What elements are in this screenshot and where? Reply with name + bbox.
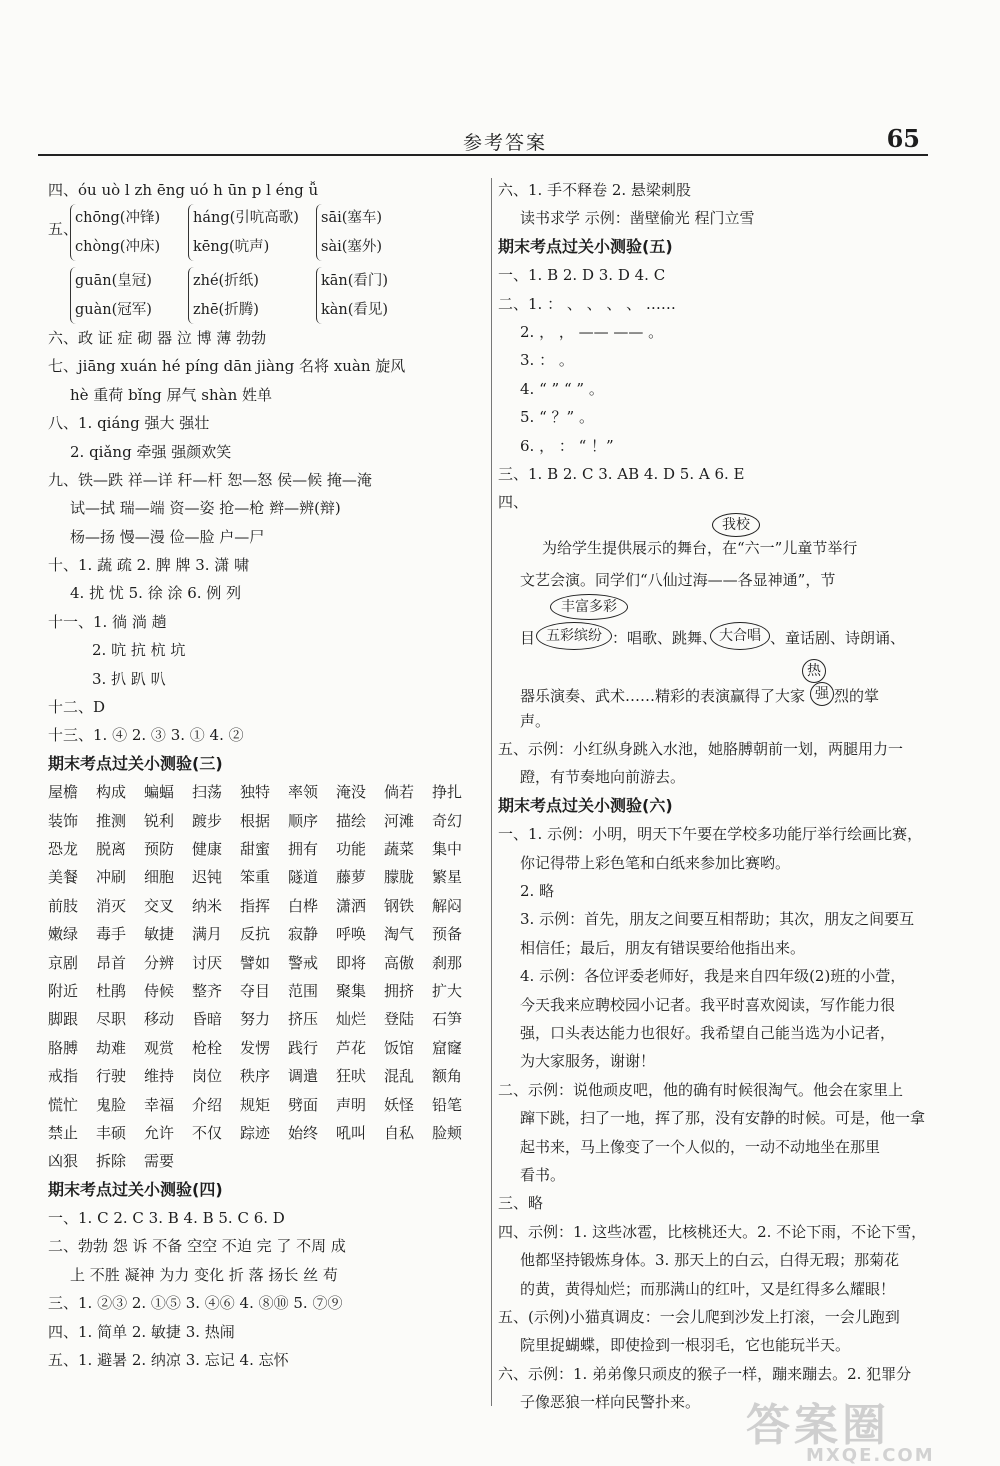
answer-line: 4. “ ” “ ” 。 <box>520 379 604 398</box>
answer-line: 他都坚持锻炼身体。3. 那天上的白云，白得无瑕；那菊花 <box>520 1251 900 1270</box>
vocab-word: 朦胧 <box>384 868 415 887</box>
vocab-word: 描绘 <box>336 811 367 830</box>
vocab-word: 反抗 <box>240 925 271 944</box>
vocab-word: 功能 <box>336 839 367 858</box>
vocab-word: 范围 <box>288 981 319 1000</box>
vocab-word: 敏捷 <box>144 925 175 944</box>
answer-line: 试—拭 瑞—端 资—姿 抢—枪 辫—辨(辩) <box>70 499 341 518</box>
vocab-word: 规矩 <box>240 1095 271 1114</box>
answer-line: 2. 吭 抗 杭 坑 <box>92 641 186 660</box>
vocab-word: 整齐 <box>192 981 223 1000</box>
answer-line: 4. 扰 忧 5. 徐 涂 6. 例 列 <box>70 584 242 603</box>
answer-line: 四、1. 简单 2. 敏捷 3. 热闹 <box>48 1322 235 1341</box>
answer-line: 3. ： 。 <box>520 351 574 370</box>
vocab-word: 毒手 <box>96 925 127 944</box>
vocab-word: 混乱 <box>384 1067 415 1086</box>
answer-line: hè 重荷 bǐng 屏气 shàn 姓单 <box>70 385 273 404</box>
pinyin-item: zhé(折纸) <box>193 273 259 290</box>
vocab-word: 迟钝 <box>192 868 223 887</box>
answer-line: 声。 <box>520 711 551 730</box>
bracket-group <box>316 267 434 324</box>
answer-line: 四、óu uò l zh ēng uó h ūn p l éng ǚ <box>48 181 319 199</box>
answer-line: 三、1. B 2. C 3. AB 4. D 5. A 6. E <box>498 464 745 483</box>
vocab-word: 聚集 <box>336 981 367 1000</box>
vocab-word: 前肢 <box>48 896 79 915</box>
vocab-word: 甜蜜 <box>240 839 271 858</box>
insertion-bubble: 热 <box>802 659 826 683</box>
vocab-word: 即将 <box>336 953 367 972</box>
vocab-word: 独特 <box>240 783 271 802</box>
bracket-group <box>188 204 316 261</box>
vocab-word: 奇幻 <box>432 811 463 830</box>
right-column <box>498 176 927 1416</box>
vocab-word: 维持 <box>144 1067 175 1086</box>
insertion-bubble: 我校 <box>712 513 760 537</box>
pinyin-item: kēng(吭声) <box>193 238 270 255</box>
answer-line: 6. ， ： “ ！” <box>520 436 614 455</box>
vocab-word: 移动 <box>144 1010 175 1029</box>
vocab-word: 顺序 <box>288 811 319 830</box>
vocab-word: 潇洒 <box>336 896 367 915</box>
vocab-word: 岗位 <box>192 1067 223 1086</box>
pinyin-item: sāi(塞车) <box>321 210 383 227</box>
vocab-word: 河滩 <box>384 811 415 830</box>
vocab-word: 挤压 <box>288 1010 319 1029</box>
answer-line: 2. ， ， —— —— 。 <box>520 322 664 341</box>
vocab-word: 淹没 <box>336 783 367 802</box>
vocab-word: 观赏 <box>144 1038 175 1057</box>
vocab-word: 藤萝 <box>336 868 367 887</box>
vocab-word: 夺目 <box>240 981 271 1000</box>
vocab-word: 恐龙 <box>48 839 79 858</box>
answer-line: 六、政 证 症 砌 器 泣 博 薄 勃勃 <box>48 328 267 347</box>
answer-line: 起书来，马上像变了一个人似的，一动不动地坐在那里 <box>520 1137 881 1156</box>
vocab-word: 行驶 <box>96 1067 127 1086</box>
vocab-word: 刹那 <box>432 953 463 972</box>
vocab-word: 脚跟 <box>48 1010 79 1029</box>
vocab-word: 隧道 <box>288 868 319 887</box>
vocab-word: 额角 <box>432 1067 463 1086</box>
vocab-word: 鬼脸 <box>96 1095 127 1114</box>
section-title: 期末考点过关小测验(四) <box>48 1179 223 1199</box>
pinyin-item: kàn(看见) <box>321 301 389 318</box>
answer-line: 读书求学 示例：凿壁偷光 程门立雪 <box>520 209 755 228</box>
diagram-text: 烈的掌 <box>834 686 880 705</box>
answer-line: 看书。 <box>520 1165 566 1184</box>
vocab-word: 饭馆 <box>384 1038 415 1057</box>
vocab-word: 冲刷 <box>96 868 127 887</box>
section-title: 期末考点过关小测验(六) <box>498 795 673 815</box>
vocab-word: 昏暗 <box>192 1010 223 1029</box>
pinyin-item: zhē(折腾) <box>193 301 259 318</box>
vocab-word: 寂静 <box>288 925 319 944</box>
answer-line: 3. 示例：首先，朋友之间要互相帮助；其次，朋友之间要互 <box>520 910 915 929</box>
vocab-word: 努力 <box>240 1010 271 1029</box>
vocab-word: 推测 <box>96 811 127 830</box>
vocab-word: 拥有 <box>288 839 319 858</box>
vocab-word: 自私 <box>384 1123 415 1142</box>
answer-line: 六、示例：1. 弟弟像只顽皮的猴子一样，蹦来蹦去。2. 犯罪分 <box>498 1364 912 1383</box>
bracket-group <box>70 267 188 324</box>
vocab-word: 昂首 <box>96 953 127 972</box>
pinyin-item: chòng(冲床) <box>75 238 161 255</box>
vocab-word: 预备 <box>432 925 463 944</box>
answer-line: 五、(示例)小猫真调皮：一会儿爬到沙发上打滚，一会儿跑到 <box>498 1307 900 1326</box>
answer-line: 强，口头表达能力也很好。我希望自己能当选为小记者， <box>520 1023 896 1042</box>
bracket-row-1 <box>48 204 484 261</box>
pinyin-item: guān(皇冠) <box>75 273 152 290</box>
pinyin-item: kān(看门) <box>321 273 389 290</box>
vocab-word: 倘若 <box>384 783 415 802</box>
circled-word: 五彩缤纷 <box>536 622 612 650</box>
vocab-word: 石笋 <box>432 1010 463 1029</box>
vocab-word: 幸福 <box>144 1095 175 1114</box>
vocab-word: 细胞 <box>144 868 175 887</box>
vocab-word: 钢铁 <box>384 896 415 915</box>
left-column <box>48 176 484 1374</box>
section-title: 期末考点过关小测验(三) <box>48 753 223 773</box>
vocab-word: 健康 <box>192 839 223 858</box>
answer-line: 二、示例：说他顽皮吧，他的确有时候很淘气。他会在家里上 <box>498 1080 904 1099</box>
answer-line: 八、1. qiáng 强大 强壮 <box>48 414 210 433</box>
vocab-word: 淘气 <box>384 925 415 944</box>
vocab-word: 戒指 <box>48 1067 79 1086</box>
vocab-word: 狂吠 <box>336 1067 367 1086</box>
vocab-word: 禁止 <box>48 1123 79 1142</box>
answer-line: 4. 示例：各位评委老师好，我是来自四年级(2)班的小萱， <box>520 967 906 986</box>
vocab-word: 拥挤 <box>384 981 415 1000</box>
diagram-text: 为给学生提供展示的舞台，在“六一”儿童节举行 <box>542 538 858 557</box>
vocab-word: 解闷 <box>432 896 463 915</box>
vocab-word: 始终 <box>288 1123 319 1142</box>
vocab-word: 繁星 <box>432 868 463 887</box>
vocab-word: 枪栓 <box>192 1038 223 1057</box>
vocab-word: 讨厌 <box>192 953 223 972</box>
vocab-word: 慌忙 <box>48 1095 79 1114</box>
vocab-word: 不仅 <box>192 1123 223 1142</box>
vocab-word: 率领 <box>288 783 319 802</box>
vocab-word: 劫难 <box>96 1038 127 1057</box>
vocab-word: 美餐 <box>48 868 79 887</box>
answer-line: 一、1. C 2. C 3. B 4. B 5. C 6. D <box>48 1209 285 1228</box>
vocab-word: 消灭 <box>96 896 127 915</box>
page-number: 65 <box>886 124 920 153</box>
vocab-word: 凶狠 <box>48 1152 79 1171</box>
vocab-word: 灿烂 <box>336 1010 367 1029</box>
answer-line: 你记得带上彩色笔和白纸来参加比赛哟。 <box>520 853 791 872</box>
answer-line: 子像恶狼一样向民警扑来。 <box>520 1393 701 1412</box>
answer-line: 一、1. B 2. D 3. D 4. C <box>498 266 666 285</box>
answer-line: 三、1. ②③ 2. ①⑤ 3. ④⑥ 4. ⑧⑩ 5. ⑦⑨ <box>48 1294 343 1313</box>
vocab-word: 需要 <box>144 1152 175 1171</box>
section-title: 期末考点过关小测验(五) <box>498 236 673 256</box>
vocab-word: 妖怪 <box>384 1095 415 1114</box>
vocab-word: 杜鹃 <box>96 981 127 1000</box>
vocab-word: 扩大 <box>432 981 463 1000</box>
vocab-word: 脱离 <box>96 839 127 858</box>
revision-diagram <box>498 517 914 707</box>
answer-line: 今天我来应聘校园小记者。我平时喜欢阅读，写作能力很 <box>520 995 896 1014</box>
answer-line: 一、1. 示例：小明，明天下午要在学校多功能厅举行绘画比赛， <box>498 825 923 844</box>
vocab-word: 指挥 <box>240 896 271 915</box>
answer-line: 四、 <box>498 493 529 512</box>
vocab-word: 窟窿 <box>432 1038 463 1057</box>
answer-line: 蹿下跳，扫了一地，挥了那，没有安静的时候。可是，他一拿 <box>520 1109 926 1128</box>
vocab-word: 附近 <box>48 981 79 1000</box>
answer-line: 七、jiāng xuán hé píng dān jiàng 名将 xuàn 旋风 <box>48 357 406 376</box>
vocab-word: 劈面 <box>288 1095 319 1114</box>
circled-word: 大合唱 <box>710 622 770 650</box>
vocab-word: 拆除 <box>96 1152 127 1171</box>
pinyin-item: guàn(冠军) <box>75 301 152 318</box>
diagram-text: ：唱歌、跳舞、 <box>612 628 718 647</box>
vocab-word: 装饰 <box>48 811 79 830</box>
vocab-word: 秩序 <box>240 1067 271 1086</box>
answer-line: 六、1. 手不释卷 2. 悬梁刺股 <box>498 181 691 199</box>
answer-line: 四、示例：1. 这些冰雹，比核桃还大。2. 不论下雨，不论下雪， <box>498 1222 927 1241</box>
vocab-word: 高傲 <box>384 953 415 972</box>
polyphonic-block <box>48 204 484 324</box>
diagram-text: 文艺会演。同学们“八仙过海——各显神通”，节 <box>520 570 836 589</box>
vocab-word: 胳膊 <box>48 1038 79 1057</box>
answer-line: 五、1. 避暑 2. 纳凉 3. 忘记 4. 忘怀 <box>48 1351 289 1370</box>
vocab-word: 根据 <box>240 811 271 830</box>
vocab-word: 侍候 <box>144 981 175 1000</box>
question-number: 五、 <box>48 220 79 239</box>
vocab-word: 京剧 <box>48 953 79 972</box>
vocab-word: 尽职 <box>96 1010 127 1029</box>
pinyin-item: sài(塞外) <box>321 238 383 255</box>
vocab-word: 调遣 <box>288 1067 319 1086</box>
diagram-text: 目 <box>520 628 536 647</box>
vocab-word: 铅笔 <box>432 1095 463 1114</box>
vocab-word: 踪迹 <box>240 1123 271 1142</box>
bracket-group <box>188 267 316 324</box>
vocab-word: 发愣 <box>240 1038 271 1057</box>
diagram-text: 器乐演奏、武术……精彩的表演赢得了大家 <box>520 686 806 705</box>
vocab-word: 扫荡 <box>192 783 223 802</box>
answer-line: 十一、1. 徜 淌 趟 <box>48 612 167 631</box>
vocab-word: 踱步 <box>192 811 223 830</box>
bracket-row-2 <box>48 267 484 324</box>
word-grid <box>48 778 484 1175</box>
vocab-word: 丰硕 <box>96 1123 127 1142</box>
bracket-group <box>316 204 434 261</box>
pinyin-item: chōng(冲锋) <box>75 210 161 227</box>
vocab-word: 允许 <box>144 1123 175 1142</box>
vocab-word: 譬如 <box>240 953 271 972</box>
vocab-word: 声明 <box>336 1095 367 1114</box>
circled-word: 强 <box>810 682 834 706</box>
vocab-word: 芦花 <box>336 1038 367 1057</box>
watermark-domain: MXQE.COM <box>806 1445 935 1466</box>
insertion-bubble: 丰富多彩 <box>550 594 628 620</box>
answer-line: 5. “ ？” 。 <box>520 408 594 427</box>
vocab-word: 交叉 <box>144 896 175 915</box>
vocab-word: 蝙蝠 <box>144 783 175 802</box>
watermark-brand: 答案圈 <box>746 1400 890 1451</box>
vocab-word: 纳米 <box>192 896 223 915</box>
page-title: 参考答案 <box>463 132 548 154</box>
answer-line: 的黄，黄得灿烂；而那满山的红叶，又是红得多么耀眼！ <box>520 1279 896 1298</box>
answer-line: 十、1. 蔬 疏 2. 脾 牌 3. 潇 啸 <box>48 556 250 575</box>
vocab-word: 挣扎 <box>432 783 463 802</box>
answer-line: 五、示例：小红纵身跳入水池，她胳膊朝前一划，两腿用力一 <box>498 740 904 759</box>
vocab-word: 满月 <box>192 925 223 944</box>
answer-line: 十二、D <box>48 698 106 717</box>
vocab-word: 践行 <box>288 1038 319 1057</box>
vocab-word: 介绍 <box>192 1095 223 1114</box>
diagram-text: 、童话剧、诗朗诵、 <box>770 628 906 647</box>
vocab-word: 警戒 <box>288 953 319 972</box>
answer-line: 2. qiǎng 牵强 强颜欢笑 <box>70 442 232 461</box>
pinyin-item: háng(引吭高歌) <box>193 210 299 227</box>
vocab-word: 蔬菜 <box>384 839 415 858</box>
answer-line: 2. 略 <box>520 882 555 901</box>
vocab-word: 预防 <box>144 839 175 858</box>
vocab-word: 呼唤 <box>336 925 367 944</box>
vocab-word: 笨重 <box>240 868 271 887</box>
vocab-word: 分辨 <box>144 953 175 972</box>
answer-line: 二、1. ： 、 、 、 、 …… <box>498 294 676 313</box>
watermark-logo <box>746 1389 976 1466</box>
answer-line: 二、勃勃 怨 诉 不备 空空 不迫 完 了 不周 成 <box>48 1237 346 1256</box>
answer-line: 上 不胜 凝神 为力 变化 折 落 扬长 丝 苟 <box>70 1265 338 1284</box>
page-header <box>38 124 928 156</box>
vocab-word: 嫩绿 <box>48 925 79 944</box>
vocab-word: 构成 <box>96 783 127 802</box>
answer-line: 十三、1. ④ 2. ③ 3. ① 4. ② <box>48 726 244 745</box>
answer-line: 3. 扒 趴 叭 <box>92 669 166 688</box>
answer-line: 三、略 <box>498 1194 544 1213</box>
answer-line: 为大家服务，谢谢！ <box>520 1052 656 1071</box>
vocab-word: 白桦 <box>288 896 319 915</box>
answer-line: 九、铁—跌 祥—详 秆—杆 恕—怒 侯—候 掩—淹 <box>48 470 372 489</box>
vocab-word: 集中 <box>432 839 463 858</box>
column-divider <box>491 178 492 1406</box>
vocab-word: 登陆 <box>384 1010 415 1029</box>
answer-line: 相信任；最后，朋友有错误要给他指出来。 <box>520 938 806 957</box>
vocab-word: 脸颊 <box>432 1123 463 1142</box>
answer-line: 院里捉蝴蝶，即使捡到一根羽毛，它也能玩半天。 <box>520 1336 851 1355</box>
vocab-word: 吼叫 <box>336 1123 367 1142</box>
vocab-word: 屋檐 <box>48 783 79 802</box>
answer-line: 蹬，有节奏地向前游去。 <box>520 768 686 787</box>
answer-line: 杨—扬 慢—漫 俭—脸 户—尸 <box>70 527 265 546</box>
bracket-group <box>70 204 188 261</box>
vocab-word: 锐利 <box>144 811 175 830</box>
